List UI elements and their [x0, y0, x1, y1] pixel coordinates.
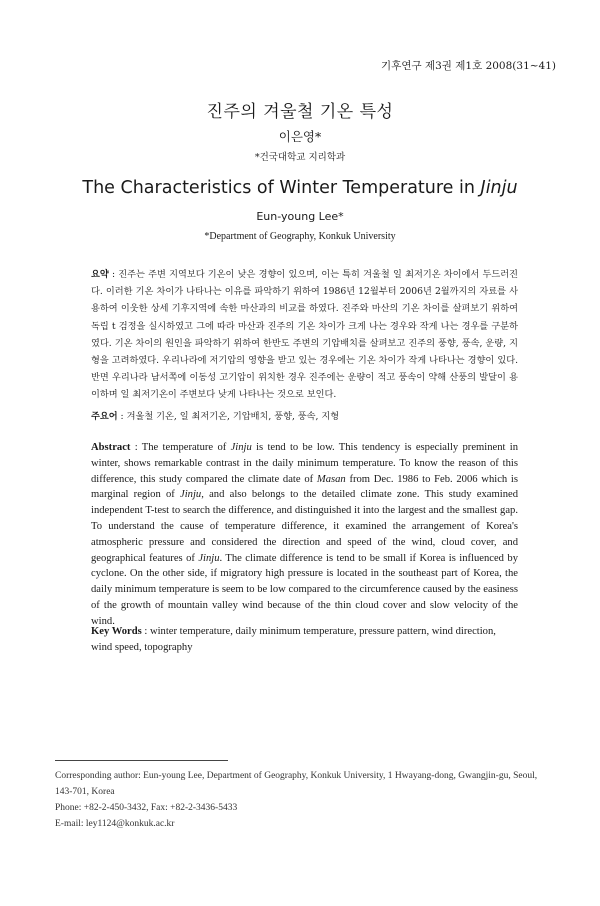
keywords-korean-text: : 겨울철 기온, 일 최저기온, 기압배치, 풍향, 풍속, 지형	[117, 411, 340, 422]
abstract-english-label: Abstract	[91, 442, 131, 453]
author-english: Eun-young Lee*	[256, 210, 344, 223]
abstract-english-text: . The climate difference is tend to be small if Korea is influenced by cyclone. On the other side, if migratory high pressure is located in the southeast part of Korea, the daily minimum temperature is seem to be low compared to the circumference caused by the easiness of the growth of mountain valley wind because of the thin cloud cover and slow velocity of the wind.	[91, 552, 518, 627]
keywords-english-text: : winter temperature, daily minimum temperature, pressure pattern, wind direction, wind speed, topography	[91, 626, 496, 653]
abstract-korean-text: : 진주는 주변 지역보다 기온이 낮은 경향이 있으며, 이는 특히 겨울철 일 최저기온 차이에서 두드러진다. 이러한 기온 차이가 나타나는 이유를 파악하기 위하여 1986년 12월부터 2006년 2월까지의 자료를 사용하여 이웃한 상세 기후지역에 속한 마산과의 비교를 하였다. 진주와 마산의 기온 차이를 살펴보기 위하여 독립 t 검정을 실시하였고 그에 따라 마산과 진주의 기온 차이가 크게 나는 경우와 작게 나는 경우를 구분하였다. 기온 차이의 원인을 파악하기 위하여 한반도 주변의 기압배치를 살펴보고 진주의 풍향, 풍속, 운량, 지형을 고려하였다. 우리나라에 저기압의 영향을 받고 있는 경우에는 기온 차이가 작게 나타나는 경향이 있다. 반면 우리나라 남서쪽에 이동성 고기압이 위치한 경우 진주에는 운량이 적고 풍속이 약해 산풍의 발달이 용이하며 일 최저기온이 주변보다 낮게 나타나는 것으로 보인다.	[91, 269, 518, 401]
affiliation-korean: *건국대학교 지리학과	[254, 152, 346, 163]
title-english	[0, 178, 600, 198]
abstract-english-italic: Jinju	[198, 552, 220, 564]
footnote-phone-fax: Phone: +82-2-450-3432, Fax: +82-2-3436-5433	[55, 803, 238, 813]
abstract-english-italic: Masan	[316, 473, 346, 485]
keywords-english-label: Key Words	[91, 626, 142, 637]
keywords-english	[91, 624, 518, 656]
abstract-english-italic: Jinju	[180, 489, 202, 501]
footnote-divider	[55, 760, 228, 761]
affiliation-english: *Department of Geography, Konkuk University	[204, 231, 396, 242]
abstract-english-text: from Dec. 1986 to Feb. 2006 which is marginal region of	[91, 473, 518, 501]
abstract-english-text: : The temperature of	[130, 442, 231, 453]
footnote-corresponding-author: Corresponding author: Eun-young Lee, Department of Geography, Konkuk University, 1 Hwayang-dong, Gwangjin-gu, Seoul, 143-701, Korea	[55, 771, 538, 797]
abstract-english	[91, 440, 518, 630]
keywords-korean-label: 주요어	[91, 411, 118, 422]
abstract-english-text: , and also belongs to the detailed climate zone. This study examined independent T-test to search the difference, and distinguished it into the largest and the smallest gap. To understand the cause of temperature difference, it examined the arrangement of Korea's atmospheric pressure and considered the direction and speed of the wind, cloud cover, and geographical features of	[91, 489, 518, 564]
title-korean: 진주의 겨울철 기온 특성	[206, 102, 394, 122]
abstract-korean-label: 요약	[91, 269, 109, 280]
abstract-korean	[91, 266, 518, 404]
abstract-english-text: is tend to be low. This tendency is especially preminent in winter, shows remarkable contrast in the daily minimum temperature. To know the reason of this difference, this study compared the climate date of	[91, 442, 518, 485]
author-korean: 이은영*	[278, 129, 322, 144]
keywords-korean	[91, 408, 518, 422]
footnote-email[interactable]: E-mail: ley1124@konkuk.ac.kr	[55, 819, 175, 829]
title-english-italic: Jinju	[480, 178, 518, 198]
journal-reference: 기후연구 제3권 제1호 2008(31∼41)	[381, 60, 556, 72]
abstract-english-italic: Jinju	[230, 442, 252, 453]
footnote	[55, 768, 555, 832]
title-english-main: The Characteristics of Winter Temperature in	[82, 178, 481, 198]
